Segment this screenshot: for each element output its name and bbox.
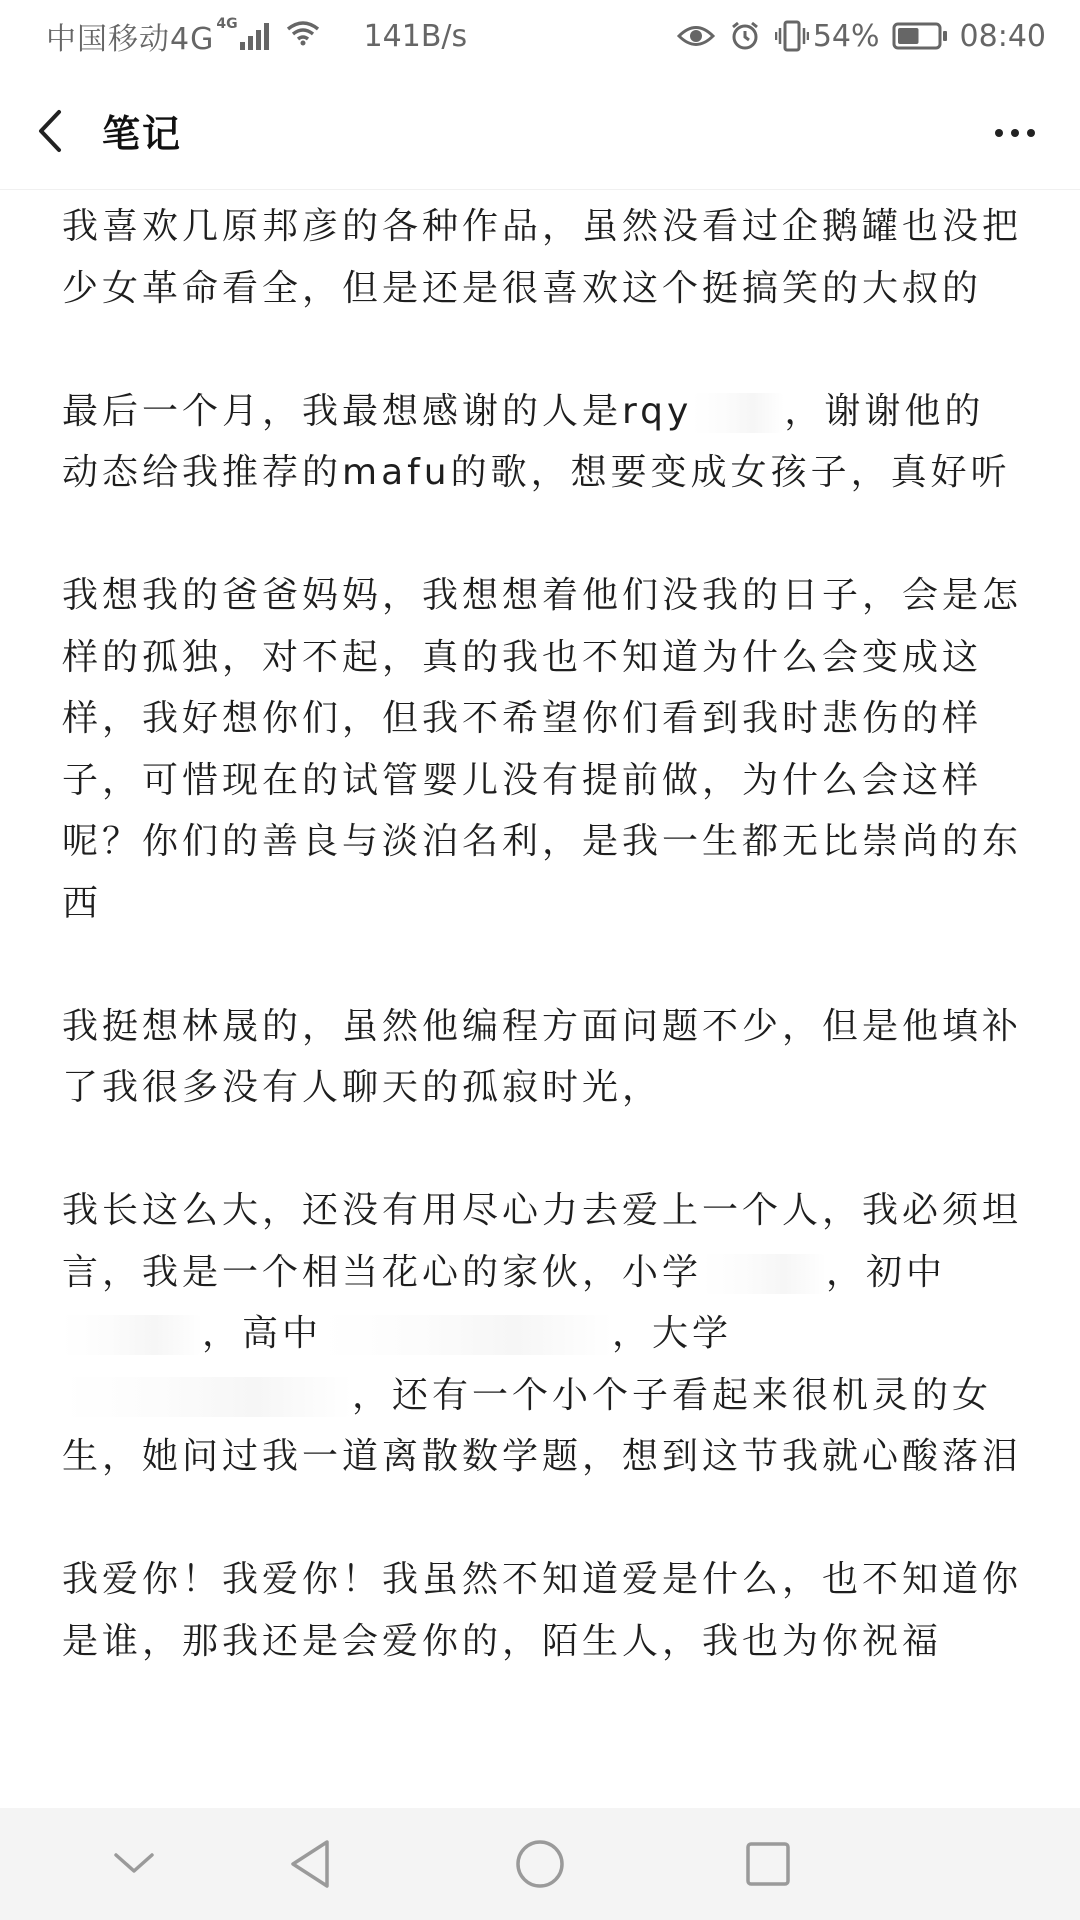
- nav-back-button[interactable]: [270, 1824, 350, 1904]
- note-paragraph: [62, 196, 1022, 319]
- status-right: [663, 19, 1046, 54]
- home-circle-icon: [514, 1838, 566, 1890]
- note-paragraph: [62, 381, 1022, 504]
- vibrate-icon: [775, 20, 809, 52]
- paragraph-text: 我喜欢几原邦彦的各种作品，虽然没看过企鹅罐也没把少女革命看全，但是还是很喜欢这个挺搞笑的大叔的: [62, 206, 1023, 309]
- status-bar: [0, 0, 1080, 72]
- nav-recents-button[interactable]: [728, 1824, 808, 1904]
- paragraph-text: 我爱你！我爱你！我虽然不知道爱是什么，也不知道你是谁，那我还是会爱你的，陌生人，我也为你祝福: [62, 1559, 1023, 1662]
- back-triangle-icon: [287, 1838, 333, 1890]
- signal-icon: [240, 22, 272, 50]
- note-content[interactable]: [62, 196, 1022, 1734]
- network-speed: 141B/s: [363, 18, 468, 54]
- navigation-bar: [0, 1808, 1080, 1920]
- recents-square-icon: [744, 1840, 792, 1888]
- redacted-text: [62, 1315, 202, 1355]
- redacted-text: [322, 1315, 612, 1355]
- note-paragraph: [62, 565, 1022, 934]
- paragraph-text: ，谢谢他的动态给我推荐的mafu的歌，想要变成女孩子，真好听: [62, 390, 1011, 493]
- more-options-button[interactable]: [980, 98, 1050, 168]
- clock-time: 08:40: [959, 18, 1046, 54]
- carrier-label: 中国移动4G: [46, 22, 215, 57]
- status-left: [46, 14, 467, 58]
- paragraph-text: ，高中: [202, 1313, 323, 1354]
- redacted-text: [62, 1377, 352, 1417]
- paragraph-text: ，还有一个小个子看起来很机灵的女生，她问过我一道离散数学题，想到这节我就心酸落泪: [62, 1374, 1023, 1477]
- more-options-icon: [995, 129, 1003, 137]
- note-paragraph: [62, 1549, 1022, 1672]
- hide-navbar-button[interactable]: [94, 1824, 174, 1904]
- app-bar: [0, 72, 1080, 190]
- paragraph-text: ，大学: [612, 1313, 733, 1354]
- nav-home-button[interactable]: [500, 1824, 580, 1904]
- alarm-icon: [729, 20, 761, 52]
- page-title: 笔记: [102, 112, 183, 156]
- back-arrow-icon: [35, 108, 65, 154]
- paragraph-text: 我想我的爸爸妈妈，我想想着他们没我的日子，会是怎样的孤独，对不起，真的我也不知道为什么会变成这样，我好想你们，但我不希望你们看到我时悲伤的样子，可惜现在的试管婴儿没有提前做，为什么会这样呢？你们的善良与淡泊名利，是我一生都无比崇尚的东西: [62, 575, 1023, 924]
- back-button[interactable]: [0, 81, 100, 181]
- wifi-icon: [286, 19, 320, 54]
- chevron-down-icon: [112, 1851, 156, 1877]
- note-paragraph: [62, 1180, 1022, 1488]
- note-paragraph: [62, 996, 1022, 1119]
- paragraph-text: 我挺想林晟的，虽然他编程方面问题不少，但是他填补了我很多没有人聊天的孤寂时光，: [62, 1005, 1023, 1108]
- paragraph-text: ，初中: [826, 1251, 947, 1293]
- eye-icon: [677, 23, 715, 49]
- redacted-text: [702, 1254, 826, 1294]
- battery-percent: 54%: [812, 18, 880, 54]
- redacted-text: [692, 393, 784, 433]
- paragraph-text: 我长这么大，还没有用尽心力去爱上一个人，我必须坦言，我是一个相当花心的家伙，小学: [62, 1190, 1023, 1293]
- battery-icon: [892, 22, 948, 50]
- network-badge: 4G: [216, 16, 238, 32]
- paragraph-text: 最后一个月，我最想感谢的人是rqy: [62, 390, 693, 432]
